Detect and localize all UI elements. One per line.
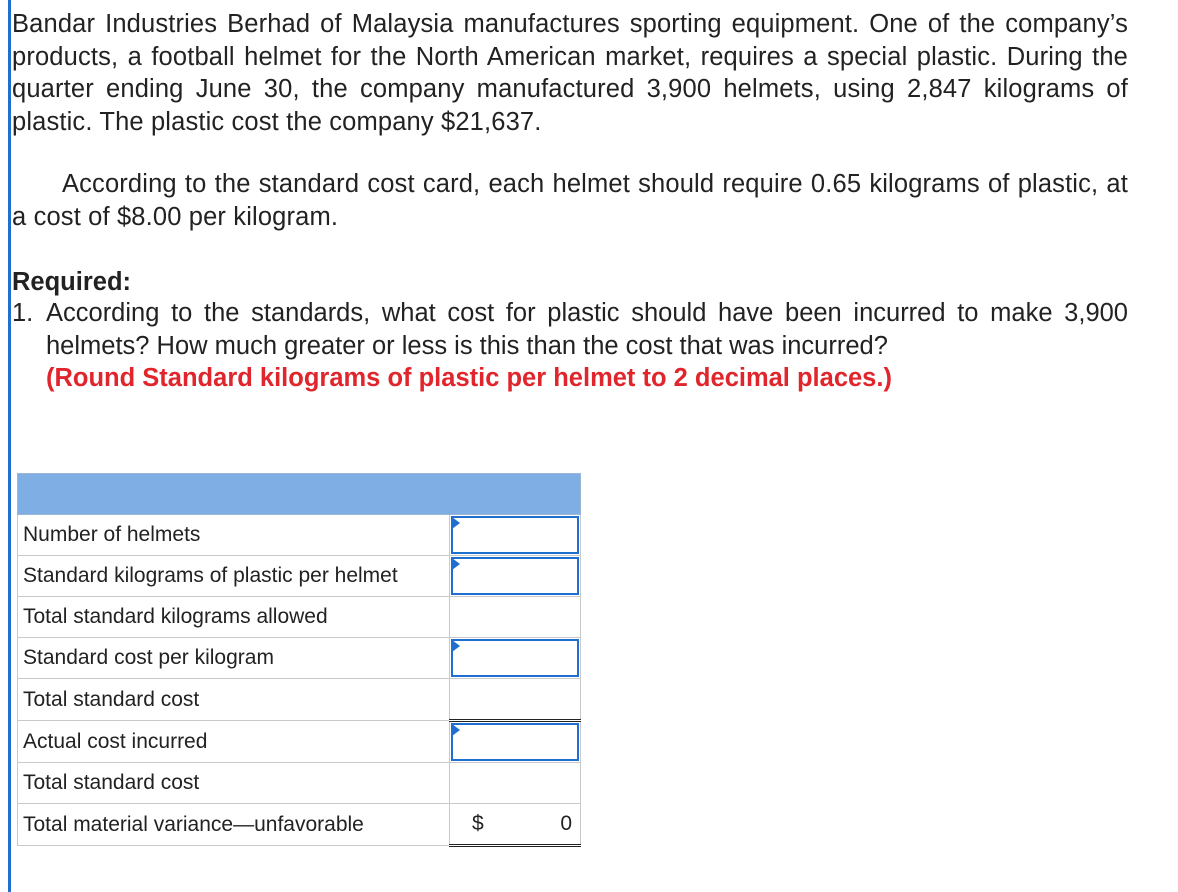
row-label: Standard cost per kilogram [18, 638, 450, 679]
row-label: Number of helmets [18, 515, 450, 556]
question-1 [12, 297, 1128, 395]
table-row [18, 679, 581, 721]
table-row [18, 638, 581, 679]
total-standard-kg-input[interactable] [451, 598, 579, 636]
table-header-row [18, 474, 581, 515]
total-standard-cost-cell [450, 679, 581, 721]
dropdown-marker-icon [452, 517, 460, 529]
table-row [18, 515, 581, 556]
total-material-variance-value: 0 [560, 812, 572, 835]
table-row [18, 597, 581, 638]
row-label: Total standard kilograms allowed [18, 597, 450, 638]
table-header-cell [18, 474, 581, 515]
currency-symbol: $ [472, 812, 484, 835]
actual-cost-incurred-cell [450, 721, 581, 763]
rounding-hint: (Round Standard kilograms of plastic per helmet to 2 decimal places.) [46, 364, 892, 392]
row-label: Standard kilograms of plastic per helmet [18, 556, 450, 597]
answer-table [17, 473, 581, 847]
dropdown-marker-icon [452, 724, 460, 736]
problem-content [12, 8, 1128, 395]
standard-kg-per-helmet-input[interactable] [451, 557, 579, 595]
table-row [18, 804, 581, 846]
total-standard-cost-repeat-cell [450, 763, 581, 804]
dropdown-marker-icon [452, 640, 460, 652]
dropdown-marker-icon [452, 558, 460, 570]
standard-cost-per-kg-input[interactable] [451, 639, 579, 677]
question-number: 1. [12, 299, 34, 327]
question-text: According to the standards, what cost for plastic should have been incurred to make 3,900 helmets? How much greater or less is this than the cost that was incurred? [46, 299, 1128, 360]
standard-kg-per-helmet-cell [450, 556, 581, 597]
row-label: Total material variance—unfavorable [18, 804, 450, 846]
problem-paragraph-1: Bandar Industries Berhad of Malaysia manufactures sporting equipment. One of the company’s products, a football helmet for the North American market, requires a special plastic. During the quarter ending June 30, the company manufactured 3,900 helmets, using 2,847 kilograms of plastic. The plastic cost the company $21,637. [12, 10, 1128, 136]
number-of-helmets-input[interactable] [451, 516, 579, 554]
left-accent-bar [8, 0, 11, 892]
total-standard-cost-input[interactable] [451, 680, 579, 718]
row-label: Actual cost incurred [18, 721, 450, 763]
actual-cost-incurred-input[interactable] [451, 723, 579, 761]
number-of-helmets-cell [450, 515, 581, 556]
question-text-block [46, 297, 1128, 395]
table-row [18, 721, 581, 763]
total-material-variance-cell [450, 804, 581, 846]
total-standard-kg-cell [450, 597, 581, 638]
row-label: Total standard cost [18, 679, 450, 721]
table-row [18, 763, 581, 804]
table-row [18, 556, 581, 597]
required-heading: Required: [12, 268, 132, 296]
standard-cost-per-kg-cell [450, 638, 581, 679]
problem-paragraph-2: According to the standard cost card, each helmet should require 0.65 kilograms of plastic, at a cost of $8.00 per kilogram. [12, 170, 1128, 231]
total-standard-cost-repeat-input[interactable] [451, 764, 579, 802]
row-label: Total standard cost [18, 763, 450, 804]
